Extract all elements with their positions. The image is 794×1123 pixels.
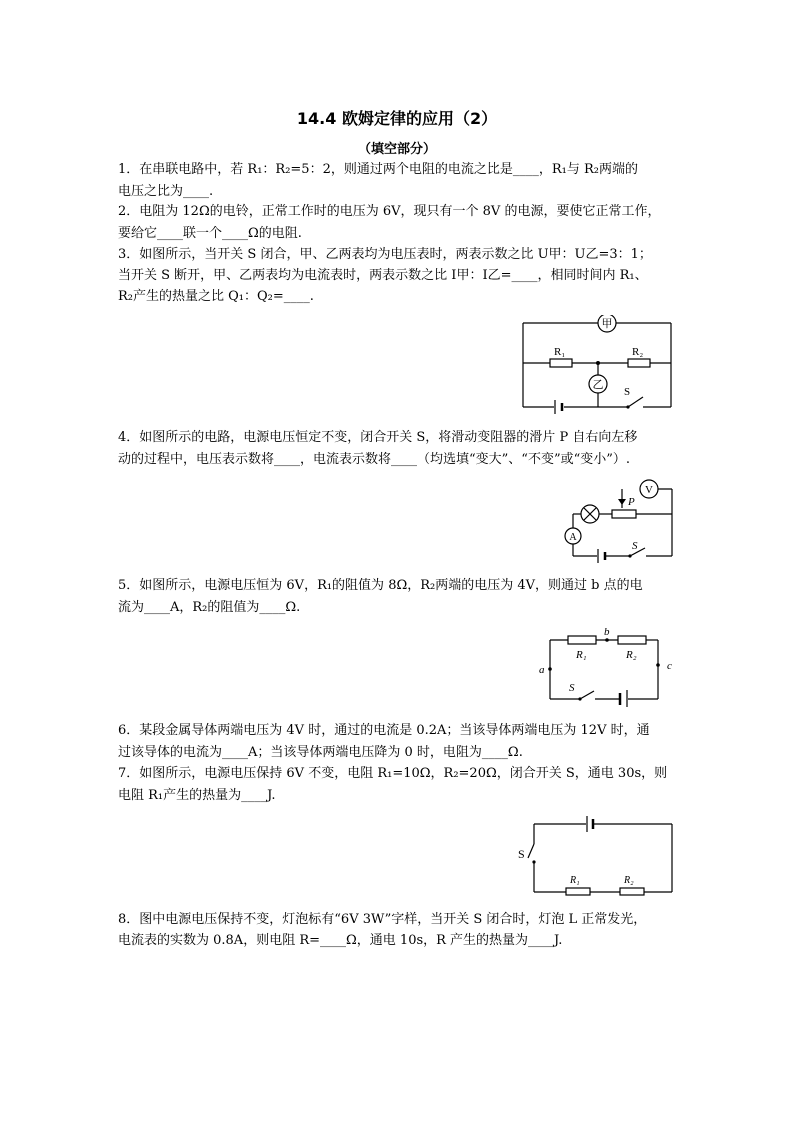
slider-label: P xyxy=(628,496,635,508)
r1-label: R₁ xyxy=(576,649,587,661)
circuit-figure-7 xyxy=(514,812,676,898)
q2-line-1: 2．电阻为 12Ω的电铃，正常工作时的电压为 6V，现只有一个 8V 的电源，要使它正常工作， xyxy=(118,204,661,219)
r2-label: R₂ xyxy=(626,649,637,661)
switch-label: S xyxy=(624,386,631,398)
switch-label: S xyxy=(569,682,575,694)
r2-label: R₂ xyxy=(624,875,634,886)
q8-line-1: 8．图中电源电压保持不变，灯泡标有“6V 3W”字样，当开关 S 闭合时，灯泡 L 正常发光， xyxy=(118,912,647,927)
circuit-figure-3 xyxy=(518,315,678,415)
q1-line-2: 电压之比为____. xyxy=(118,184,214,199)
q5-line-1: 5．如图所示，电源电压恒为 6V，R₁的阻值为 8Ω，R₂两端的电压为 4V，则通过 b 点的电 xyxy=(118,578,643,593)
point-a-label: a xyxy=(539,664,545,676)
q2-line-2: 要给它____联一个____Ω的电阻. xyxy=(118,226,302,241)
q6-line-2: 过该导体的电流为____A；当该导体两端电压降为 0 时，电阻为____Ω. xyxy=(118,745,523,760)
q3-line-1: 3．如图所示，当开关 S 闭合，甲、乙两表均为电压表时，两表示数之比 U甲：U乙=3：1； xyxy=(118,247,652,262)
r1-label: R₁ xyxy=(554,346,566,358)
section-subtitle: （填空部分） xyxy=(357,142,436,157)
page-title: 14.4 欧姆定律的应用（2） xyxy=(296,109,498,128)
switch-label: S xyxy=(518,847,525,861)
ammeter-label: A xyxy=(569,532,577,543)
q6-line-1: 6．某段金属导体两端电压为 4V 时，通过的电流是 0.2A；当该导体两端电压为 12V 时，通 xyxy=(118,723,650,738)
r2-label: R₂ xyxy=(632,346,644,358)
point-c-label: c xyxy=(667,660,672,672)
meter-yi-label: 乙 xyxy=(592,379,604,391)
q3-line-3: R₂产生的热量之比 Q₁：Q₂=____. xyxy=(118,289,314,304)
r1-label: R₁ xyxy=(570,875,580,886)
q4-line-2: 动的过程中，电压表示数将____，电流表示数将____（均选填“变大”、“不变”或“变小”）. xyxy=(118,452,631,467)
meter-jia-label: 甲 xyxy=(601,318,613,330)
voltmeter-label: V xyxy=(645,484,653,496)
q3-line-2: 当开关 S 断开，甲、乙两表均为电流表时，两表示数之比 I甲：I乙=____，相同时间内 R₁、 xyxy=(118,268,648,283)
q4-line-1: 4．如图所示的电路，电源电压恒定不变，闭合开关 S，将滑动变阻器的滑片 P 自右向左移 xyxy=(118,430,638,445)
q7-line-2: 电阻 R₁产生的热量为____J. xyxy=(118,788,276,803)
q8-line-2: 电流表的实数为 0.8A，则电阻 R=____Ω，通电 10s，R 产生的热量为____J. xyxy=(118,933,563,948)
q5-line-2: 流为____A，R₂的阻值为____Ω. xyxy=(118,600,301,615)
circuit-figure-4 xyxy=(560,476,680,564)
switch-label: S xyxy=(632,540,638,552)
point-b-label: b xyxy=(604,626,610,638)
q1-line-1: 1．在串联电路中，若 R₁：R₂=5：2，则通过两个电阻的电流之比是____，R₁与 R₂两端的 xyxy=(118,162,638,177)
circuit-figure-5 xyxy=(536,625,682,707)
q7-line-1: 7．如图所示，电源电压保持 6V 不变，电阻 R₁=10Ω，R₂=20Ω，闭合开关 S，通电 30s，则 xyxy=(118,766,668,781)
